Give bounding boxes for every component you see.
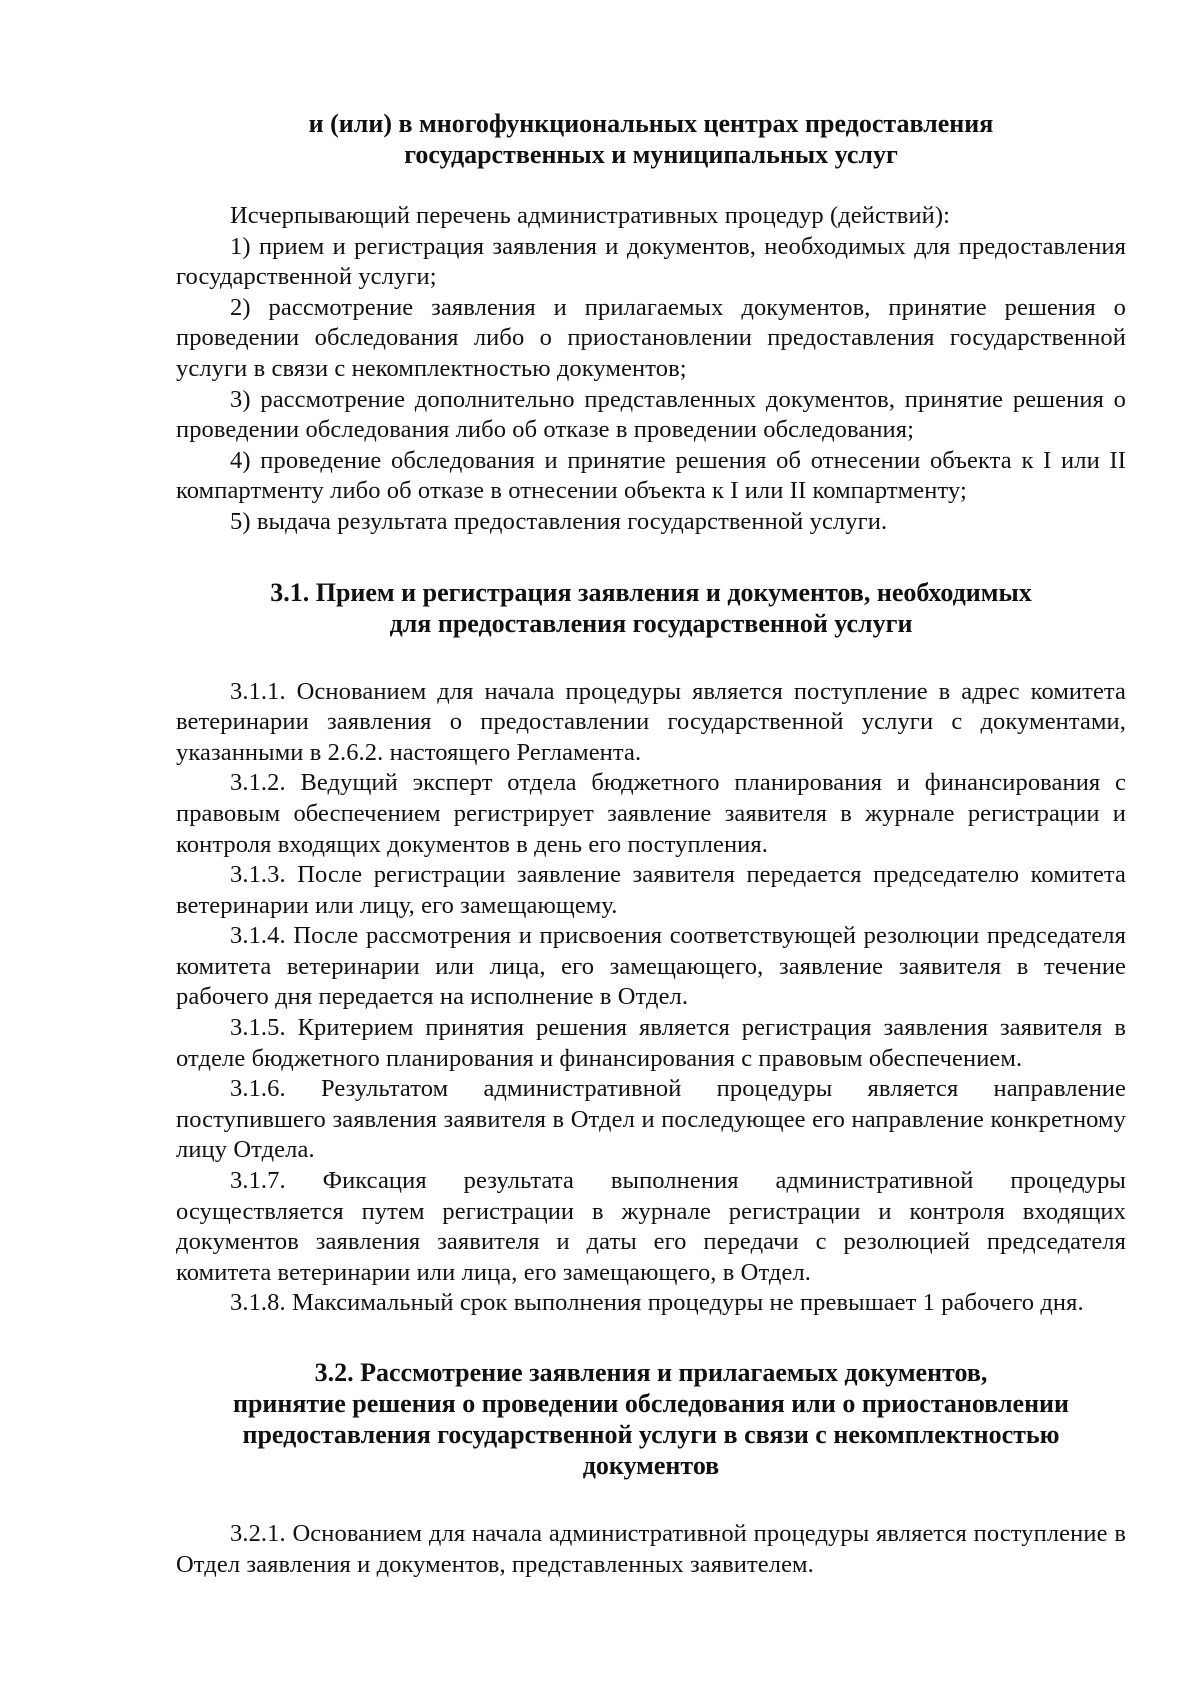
- paragraph-3-2-1: 3.2.1. Основанием для начала административной процедуры является поступление в Отдел заявления и документов, представленных заявителем.: [176, 1520, 1126, 1578]
- procedure-item-5: 5) выдача результата предоставления государственной услуги.: [230, 507, 888, 535]
- paragraph-3-1-5: 3.1.5. Критерием принятия решения является регистрация заявления заявителя в отделе бюджетного планирования и финансирования с правовым обеспечением.: [176, 1014, 1126, 1072]
- procedure-item-2: 2) рассмотрение заявления и прилагаемых документов, принятие решения о проведении обследования либо о приостановлении предоставления государственной услуги в связи с некомплектностью документов;: [176, 293, 1126, 382]
- procedure-item-4: 4) проведение обследования и принятие решения об отнесении объекта к I или II компартменту либо об отказе в отнесении объекта к I или II компартменту;: [176, 446, 1126, 505]
- paragraph-3-1-6: 3.1.6. Результатом административной процедуры является направление поступившего заявления заявителя в Отдел и последующее его направление конкретному лицу Отдела.: [176, 1075, 1126, 1164]
- section-3-2-heading: 3.2. Рассмотрение заявления и прилагаемых документов, принятие решения о проведении обследования или о приостановлении предоставления государственной услуги в связи с некомплектностью документов: [232, 1358, 1070, 1480]
- intro-lead: Исчерпывающий перечень административных процедур (действий):: [230, 202, 951, 229]
- paragraph-3-1-1: 3.1.1. Основанием для начала процедуры является поступление в адрес комитета ветеринарии заявления о предоставлении государственной услуги с документами, указанными в 2.6.2. настоящего Регламента.: [176, 677, 1126, 766]
- paragraph-3-1-2: 3.1.2. Ведущий эксперт отдела бюджетного планирования и финансирования с правовым обеспечением регистрирует заявление заявителя в журнале регистрации и контроля входящих документов в день его поступления.: [176, 769, 1126, 858]
- top-heading: и (или) в многофункциональных центрах предоставления государственных и муниципальных услуг: [308, 109, 994, 169]
- procedure-item-1: 1) прием и регистрация заявления и документов, необходимых для предоставления государственной услуги;: [176, 232, 1126, 291]
- paragraph-3-1-7: 3.1.7. Фиксация результата выполнения административной процедуры осуществляется путем регистрации в журнале регистрации и контроля входящих документов заявления заявителя и даты его передачи с резолюцией председателя комитета ветеринарии или лица, его замещающего, в Отдел.: [176, 1167, 1126, 1286]
- paragraph-3-1-4: 3.1.4. После рассмотрения и присвоения соответствующей резолюции председателя комитета ветеринарии или лица, его замещающего, заявление заявителя в течение рабочего дня передается на исполнение в Отдел.: [176, 922, 1126, 1011]
- section-3-1-heading: 3.1. Прием и регистрация заявления и документов, необходимых для предоставления государственной услуги: [270, 577, 1032, 638]
- procedure-item-3: 3) рассмотрение дополнительно представленных документов, принятие решения о проведении обследования либо об отказе в проведении обследования;: [176, 385, 1126, 444]
- paragraph-3-1-8: 3.1.8. Максимальный срок выполнения процедуры не превышает 1 рабочего дня.: [230, 1289, 1084, 1317]
- paragraph-3-1-3: 3.1.3. После регистрации заявление заявителя передается председателю комитета ветеринарии или лицу, его замещающему.: [176, 861, 1126, 919]
- document-body: [176, 108, 1126, 1580]
